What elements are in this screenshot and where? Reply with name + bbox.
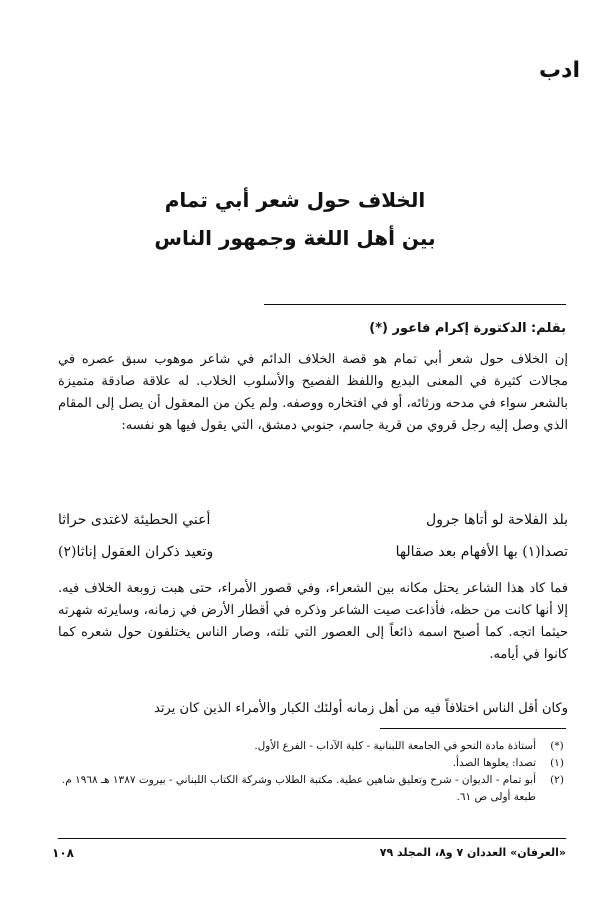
- footnote: [58, 755, 568, 772]
- verse-2-first-hemistich: تصدا(١) بها الأفهام بعد صقالها: [395, 544, 568, 560]
- body-paragraph-1: إن الخلاف حول شعر أبي تمام هو قصة الخلاف الدائم في شاعر موهوب سبق عصره في مجالات كثيرة في المعنى البديع واللفظ الفصيح والأسلوب الخلاب. له علاقة صادقة متميزة بالشعر سواء في مدحه ورثائه، أو في افتخاره ووصفه. ولم يكن من المعقول أن يصل إلى المقام الذي وصل إليه رجل قروي من قرية جاسم، جنوبي دمشق، التي يقول فيها هو نفسه:: [58, 352, 568, 433]
- footnote-divider: [380, 728, 566, 729]
- verse-line-2: [58, 544, 568, 570]
- footnotes: [58, 738, 568, 806]
- footnote-text: أبو تمام - الديوان - شرح وتعليق شاهين عطية. مكتبة الطلاب وشركة الكتاب اللبناني - بيروت ١٣٨٧ هـ ١٩٦٨ م. طبعة أولى ص ٦١.: [61, 774, 536, 803]
- verse-line-1: [58, 512, 568, 538]
- verse-1-second-hemistich: أعني الحطيئة لاغتدى حراثا: [58, 512, 211, 528]
- author-byline: بقلم: الدكتورة إكرام فاعور (*): [369, 321, 566, 336]
- verse-2-second-hemistich: وتعيد ذكران العقول إناثا(٢): [58, 544, 214, 560]
- article-title-line-2: بين أهل اللغة وجمهور الناس: [154, 226, 436, 250]
- footnote-text: تصدا: يعلوها الصدأ.: [452, 757, 536, 769]
- footnote-text: أستاذة مادة النحو في الجامعة اللبنانية - كلية الآداب - الفرع الأول.: [254, 740, 536, 752]
- footnote: [58, 738, 568, 755]
- footnote-mark: (١): [550, 757, 564, 769]
- author-divider: [264, 304, 566, 305]
- body-paragraph-2: فما كاد هذا الشاعر يحتل مكانه بين الشعراء، وفي قصور الأمراء، حتى هبت زوبعة الخلاف فيه. إلا أنها كانت من حظه، فأذاعت صيت الشاعر وذكره في أقطار الأرض في زمانه، وسايرته شهرته حيثما اتجه. كما أصبح اسمه ذائعاً إلى العصور التي تلته، وصار الناس يختلفون حول شعره كما كانوا في أيامه.: [58, 581, 568, 662]
- article-title-line-1: الخلاف حول شعر أبي تمام: [164, 188, 426, 212]
- footnote: [58, 772, 568, 806]
- body-paragraph-3: وكان أقل الناس اختلافاً فيه من أهل زمانه أولئك الكبار والأمراء الذين كان يرتد: [154, 701, 568, 716]
- journal-citation: «العرفان» العددان ٧ و٨، المجلد ٧٩: [379, 846, 566, 859]
- verse-1-first-hemistich: بلد الفلاحة لو أتاها جرول: [426, 512, 568, 528]
- footnote-mark: (٢): [550, 774, 564, 786]
- section-label: ادب: [539, 58, 580, 83]
- footer-divider: [58, 838, 566, 839]
- footnote-mark: (*): [550, 740, 564, 752]
- page-number: ١٠٨: [52, 846, 74, 860]
